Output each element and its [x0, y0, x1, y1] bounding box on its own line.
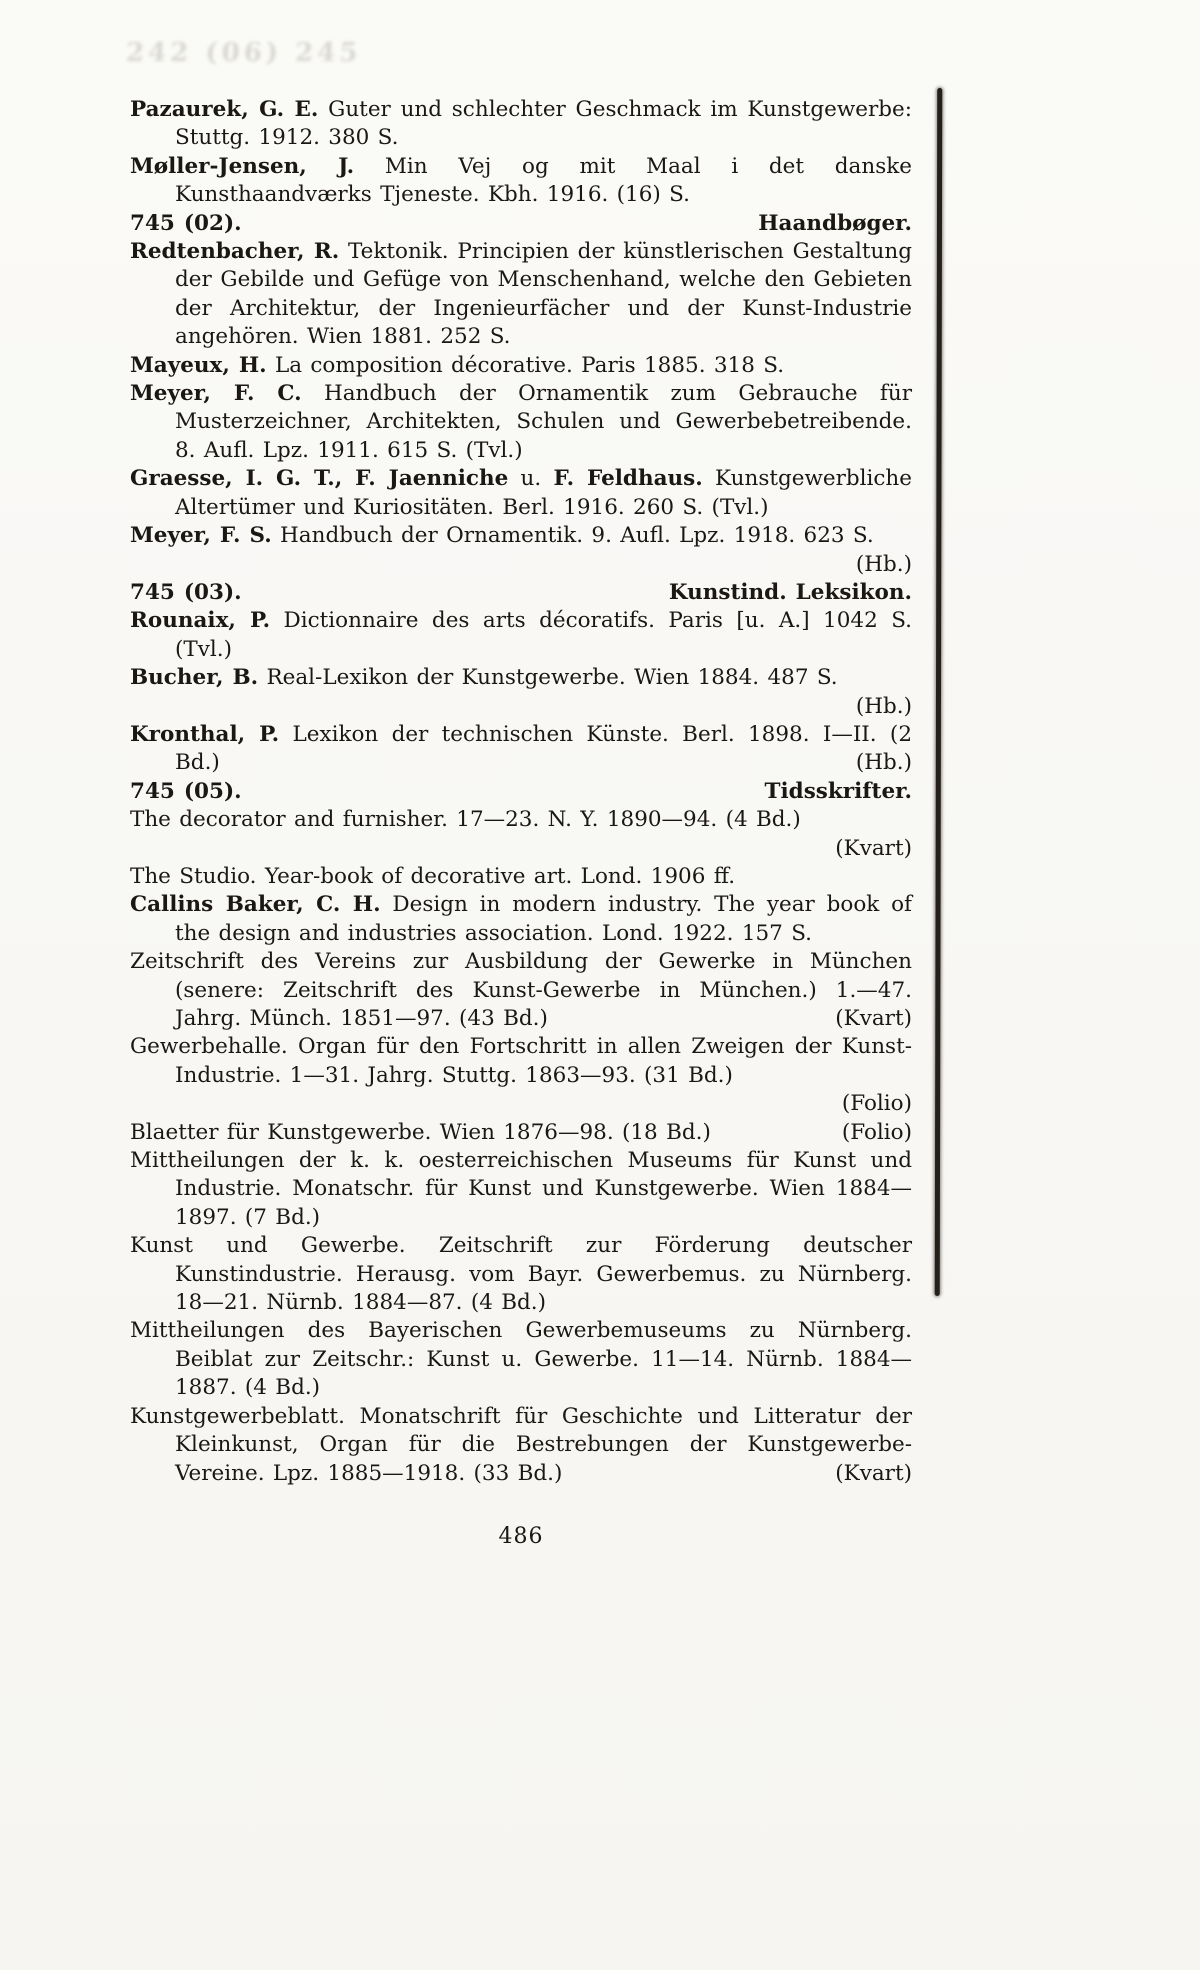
- bibliography-entry: [130, 1147, 912, 1232]
- author-name: F. Feldhaus.: [553, 466, 703, 492]
- format-note: (Hb.): [855, 693, 912, 719]
- bibliography-entry: [130, 721, 912, 778]
- author-name: Graesse, I. G. T., F. Jaenniche: [130, 466, 509, 492]
- bibliography-entry: [130, 664, 912, 721]
- author-name: Bucher, B.: [130, 665, 259, 691]
- author-name: Meyer, F. C.: [130, 381, 302, 407]
- bibliography-entry: [130, 522, 912, 579]
- entry-text: Handbuch der Ornamentik. 9. Aufl. Lpz. 1918. 623 S.: [271, 523, 874, 549]
- entry-text: Kunstgewerbeblatt. Monatschrift für Geschichte und Litteratur der Kleinkunst, Organ für die Bestrebungen der Kunstgewerbe-Vereine. Lpz. 1885—1918. (33 Bd.): [130, 1403, 912, 1486]
- bibliography-entry: [130, 96, 912, 153]
- format-note: (Folio): [841, 1119, 912, 1145]
- section-number: 745 (02).: [130, 210, 242, 236]
- entry-text: Handbuch der Ornamentik zum Gebrauche für Musterzeichner, Architekten, Schulen und Gewerbebetreibende. 8. Aufl. Lpz. 1911. 615 S. (Tvl.): [175, 381, 912, 463]
- entry-text: Dictionnaire des arts décoratifs. Paris [u. A.] 1042 S. (Tvl.): [175, 608, 912, 662]
- entry-text: Kunstgewerbliche Altertümer und Kuriositäten. Berl. 1916. 260 S. (Tvl.): [175, 466, 913, 520]
- entry-text: The Studio. Year-book of decorative art. Lond. 1906 ff.: [130, 863, 736, 889]
- bibliography-entry: [130, 863, 912, 891]
- format-note: (Folio): [841, 1091, 912, 1117]
- author-name: Møller-Jensen, J.: [130, 153, 355, 179]
- format-note: (Hb.): [855, 551, 912, 577]
- format-note: (Hb.): [855, 750, 912, 776]
- entry-text: Min Vej og mit Maal i det danske Kunsthaandværks Tjeneste. Kbh. 1916. (16) S.: [175, 153, 912, 208]
- bibliography-entry: [130, 891, 912, 948]
- bibliography-entry: [130, 948, 912, 1033]
- bibliography-entry: [130, 465, 912, 522]
- section-title: Kunstind. Leksikon.: [668, 579, 912, 605]
- bibliography-entry: [130, 1033, 912, 1118]
- bibliography-entry: [130, 1317, 912, 1402]
- entry-text: Design in modern industry. The year book of the design and industries association. Lond. 1922. 157 S.: [175, 892, 913, 946]
- bleed-through-text: 242 (06) 245: [125, 38, 363, 68]
- bibliography-entry: [130, 380, 912, 465]
- entry-text: Mittheilungen der k. k. oesterreichischen Museums für Kunst und Industrie. Monatschr. für Kunst und Kunstgewerbe. Wien 1884—1897. (7 Bd.): [130, 1148, 912, 1230]
- author-name: Redtenbacher, R.: [130, 239, 340, 265]
- format-note: (Kvart): [835, 1006, 912, 1031]
- bibliography-entry: [130, 607, 912, 664]
- entry-text: Real-Lexikon der Kunstgewerbe. Wien 1884. 487 S.: [258, 665, 838, 691]
- author-name: Callins Baker, C. H.: [130, 892, 381, 918]
- entry-text: Lexikon der technischen Künste. Berl. 1898. I—II. (2 Bd.): [175, 721, 912, 776]
- section-heading: [130, 579, 912, 607]
- entry-text: Zeitschrift des Vereins zur Ausbildung der Gewerke in München (senere: Zeitschrift des Kunst-Gewerbe in München.) 1.—47. Jahrg. Münch. 1851—97. (43 Bd.): [130, 949, 912, 1031]
- bibliography-list: [130, 96, 912, 1488]
- entry-text: Kunst und Gewerbe. Zeitschrift zur Förderung deutscher Kunstindustrie. Herausg. vom Bayr. Gewerbemus. zu Nürnberg. 18—21. Nürnb. 1884—87. (4 Bd.): [130, 1233, 912, 1316]
- author-name: Rounaix, P.: [130, 608, 271, 634]
- section-title: Tidsskrifter.: [764, 778, 912, 804]
- bibliography-entry: [130, 1403, 912, 1488]
- author-name: Kronthal, P.: [130, 721, 280, 747]
- section-number: 745 (05).: [130, 778, 242, 804]
- entry-text: The decorator and furnisher. 17—23. N. Y. 1890—94. (4 Bd.): [130, 807, 801, 833]
- author-name: Mayeux, H.: [130, 352, 267, 378]
- bibliography-entry: [130, 1119, 912, 1147]
- entry-text: u.: [508, 466, 554, 492]
- entry-text: La composition décorative. Paris 1885. 318 S.: [266, 352, 785, 378]
- entry-text: Guter und schlechter Geschmack im Kunstgewerbe: Stuttg. 1912. 380 S.: [175, 97, 912, 151]
- page-number: 486: [498, 1524, 544, 1549]
- bibliography-entry: [130, 352, 912, 380]
- author-name: Pazaurek, G. E.: [130, 97, 319, 122]
- bibliography-entry: [130, 238, 912, 352]
- section-heading: [130, 210, 912, 238]
- entry-text: Mittheilungen des Bayerischen Gewerbemuseums zu Nürnberg. Beiblat zur Zeitschr.: Kunst u. Gewerbe. 11—14. Nürnb. 1884—1887. (4 Bd.): [130, 1318, 912, 1401]
- entry-text: Gewerbehalle. Organ für den Fortschritt in allen Zweigen der Kunst-Industrie. 1—31. Jahrg. Stuttg. 1863—93. (31 Bd.): [130, 1034, 912, 1088]
- format-note: (Kvart): [835, 835, 912, 861]
- section-heading: [130, 778, 912, 806]
- entry-text: Tektonik. Principien der künstlerischen Gestaltung der Gebilde und Gefüge von Menschenhand, welche den Gebieten der Architektur, der Ingenieurfächer und der Kunst-Industrie angehören. Wien 1881. 252 S.: [175, 239, 912, 350]
- format-note: (Kvart): [835, 1460, 912, 1486]
- entry-text: Blaetter für Kunstgewerbe. Wien 1876—98. (18 Bd.): [130, 1119, 711, 1145]
- bibliography-entry: [130, 153, 912, 210]
- scan-edge-artifact: [935, 88, 943, 1296]
- author-name: Meyer, F. S.: [130, 523, 272, 549]
- section-number: 745 (03).: [130, 579, 242, 605]
- section-title: Haandbøger.: [758, 210, 912, 236]
- bibliography-entry: [130, 806, 912, 863]
- bibliography-entry: [130, 1232, 912, 1317]
